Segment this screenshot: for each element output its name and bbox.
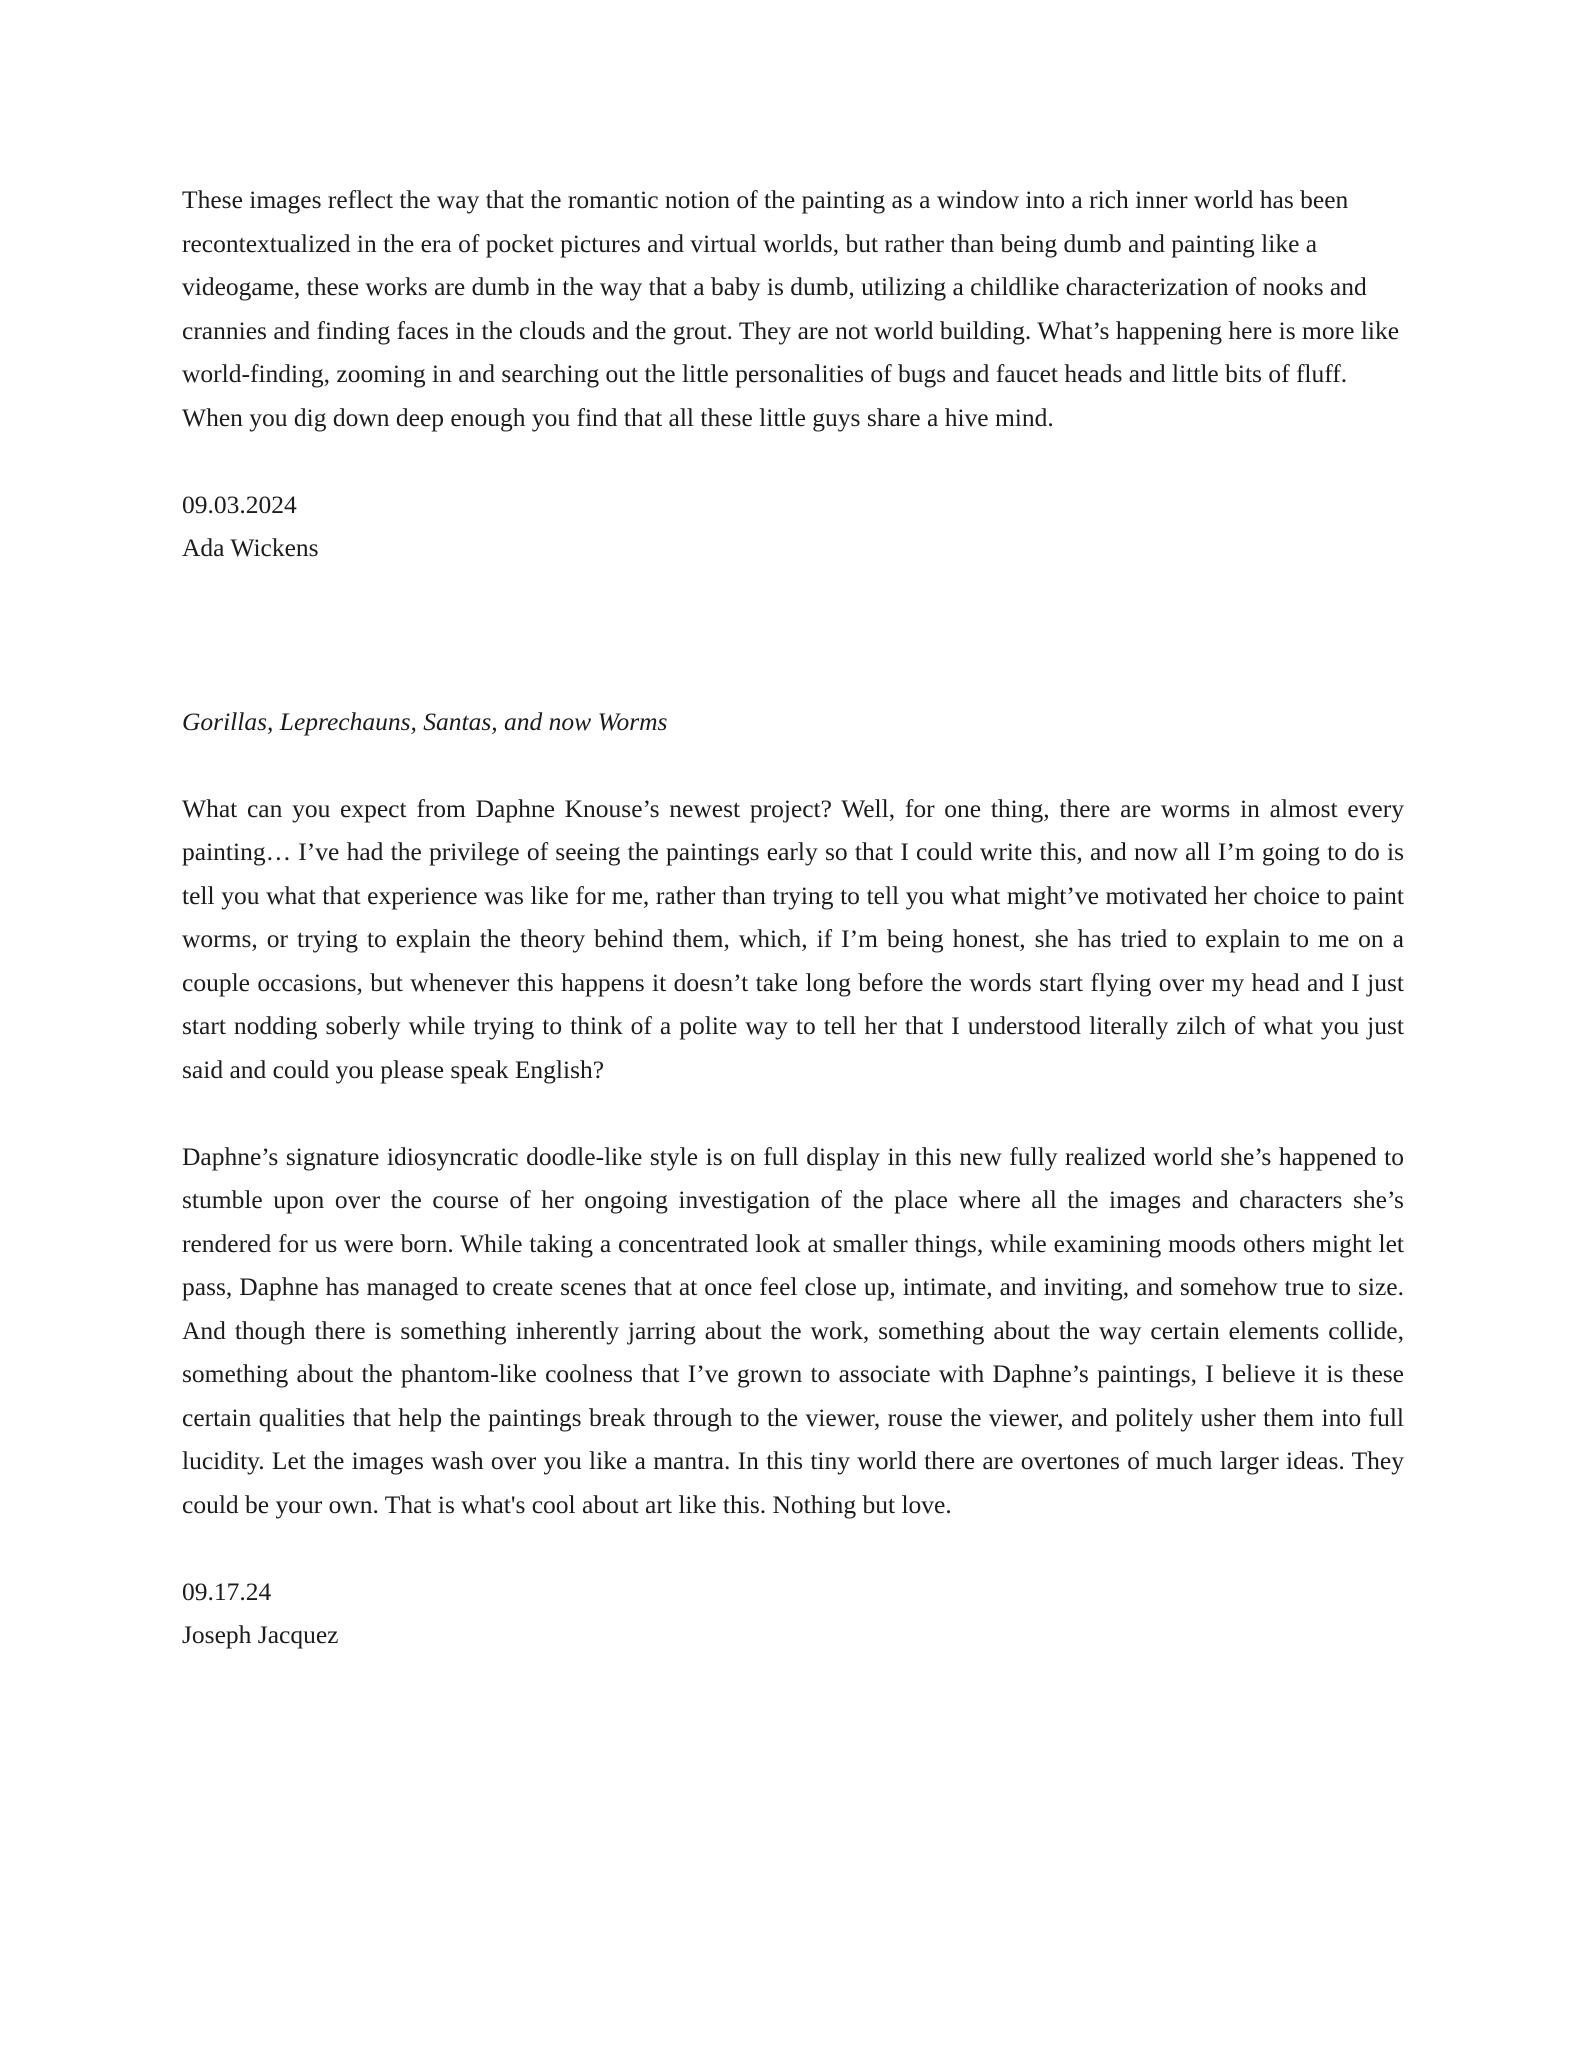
essay-paragraph-1: These images reflect the way that the romantic notion of the painting as a window into a rich inner world has been recontextualized in the era of pocket pictures and virtual worlds, but rather than being dumb and painting like a videogame, these works are dumb in the way that a baby is dumb, utilizing a childlike characterization of nooks and crannies and finding faces in the clouds and the grout. They are not world building. What’s happening here is more like world-finding, zooming in and searching out the little personalities of bugs and faucet heads and little bits of fluff. When you dig down deep enough you find that all these little guys share a hive mind. [182, 185, 1400, 432]
essay-paragraph-2b: Daphne’s signature idiosyncratic doodle-like style is on full display in this new fully realized world she’s happened to stumble upon over the course of her ongoing investigation of the place where all the images and characters she’s rendered for us were born. While taking a concentrated look at smaller things, while examining moods others might let pass, Daphne has managed to create scenes that at once feel close up, intimate, and inviting, and somehow true to size. And though there is something inherently jarring about the work, something about the way certain elements collide, something about the phantom-like coolness that I’ve grown to associate with Daphne’s paintings, I believe it is these certain qualities that help the paintings break through to the viewer, rouse the viewer, and politely usher them into full lucidity. Let the images wash over you like a mantra. In this tiny world there are overtones of much larger ideas. They could be your own. That is what's cool about art like this. Nothing but love. [182, 1141, 1404, 1519]
essay-date-2: 09.17.24 [182, 1576, 272, 1606]
essay-date-1: 09.03.2024 [182, 489, 297, 519]
spacer [182, 439, 1404, 483]
essay-title-2: Gorillas, Leprechauns, Santas, and now Worms [182, 706, 668, 736]
essay-author-1: Ada Wickens [182, 533, 319, 562]
spacer [182, 1526, 1404, 1570]
section-spacer [182, 570, 1404, 700]
spacer [182, 743, 1404, 787]
spacer [182, 1091, 1404, 1135]
essay-paragraph-2a: What can you expect from Daphne Knouse’s newest project? Well, for one thing, there are worms in almost every painting… I’ve had the privilege of seeing the paintings early so that I could write this, and now all I’m going to do is tell you what that experience was like for me, rather than trying to tell you what might’ve motivated her choice to paint worms, or trying to explain the theory behind them, which, if I’m being honest, she has tried to explain to me on a couple occasions, but whenever this happens it doesn’t take long before the words start flying over my head and I just start nodding soberly while trying to think of a polite way to tell her that I understood literally zilch of what you just said and could you please speak English? [182, 793, 1404, 1084]
document-page [182, 178, 1404, 1657]
essay-author-2: Joseph Jacquez [182, 1620, 339, 1649]
